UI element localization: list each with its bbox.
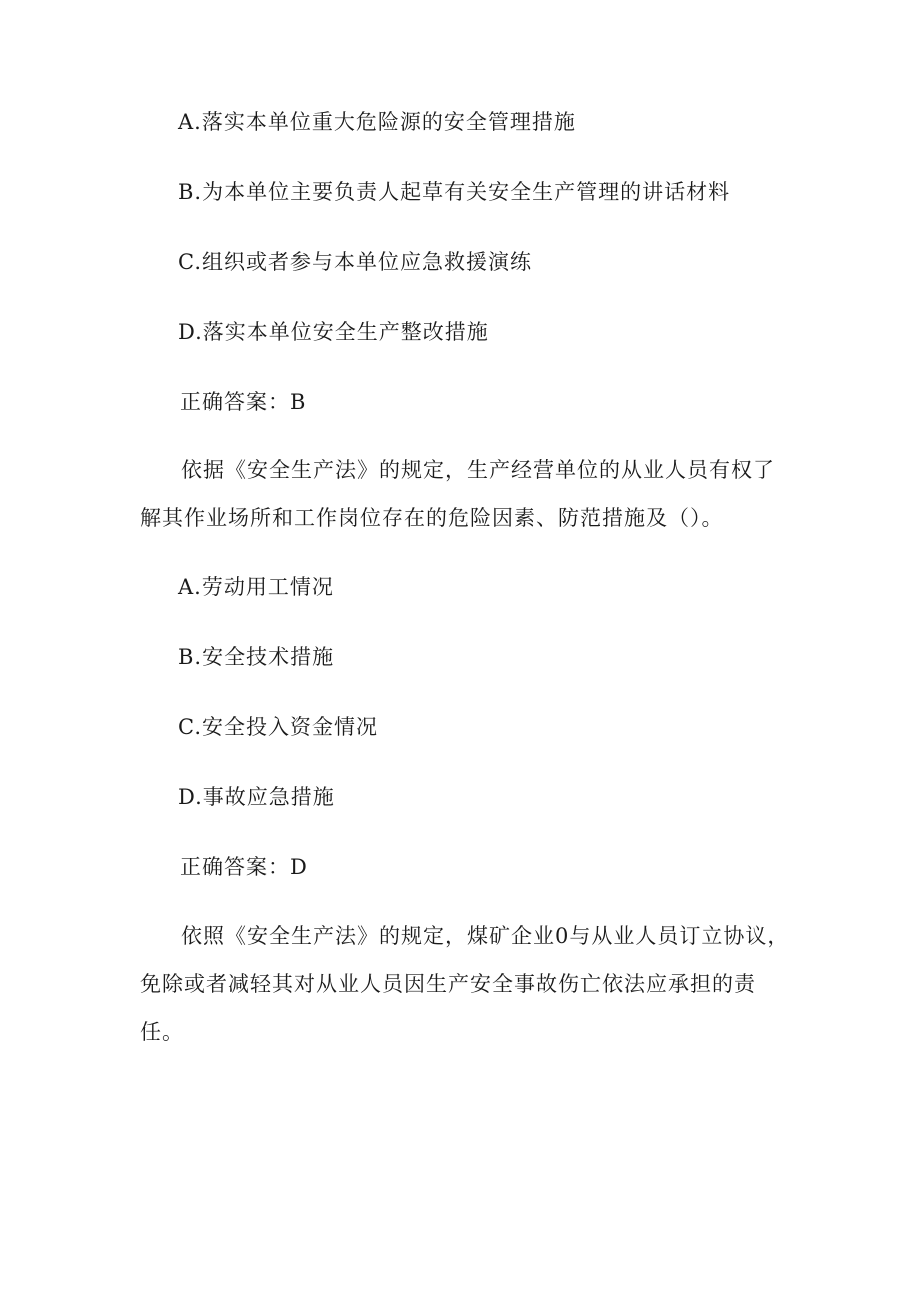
question-text: 依据《安全生产法》的规定，生产经营单位的从业人员有权了 <box>181 458 775 482</box>
option-d: D.落实本单位安全生产整改措施 <box>178 320 489 344</box>
question-text: 依照《安全生产法》的规定，煤矿企业0与从业人员订立协议， <box>181 924 790 948</box>
option-d: D.事故应急措施 <box>178 785 335 809</box>
option-a: A.劳动用工情况 <box>178 575 334 599</box>
option-b: B.安全技术措施 <box>178 645 335 669</box>
answer-text: 正确答案：B <box>180 390 307 414</box>
option-b: B.为本单位主要负责人起草有关安全生产管理的讲话材料 <box>178 180 731 204</box>
option-c: C.安全投入资金情况 <box>178 715 378 739</box>
question-text: 免除或者减轻其对从业人员因生产安全事故伤亡依法应承担的责 <box>140 972 756 996</box>
option-c: C.组织或者参与本单位应急救援演练 <box>178 250 532 274</box>
option-a: A.落实本单位重大危险源的安全管理措施 <box>178 110 576 134</box>
question-text: 任。 <box>140 1020 184 1044</box>
answer-text: 正确答案：D <box>180 855 308 879</box>
question-text: 解其作业场所和工作岗位存在的危险因素、防范措施及（）。 <box>140 506 724 530</box>
